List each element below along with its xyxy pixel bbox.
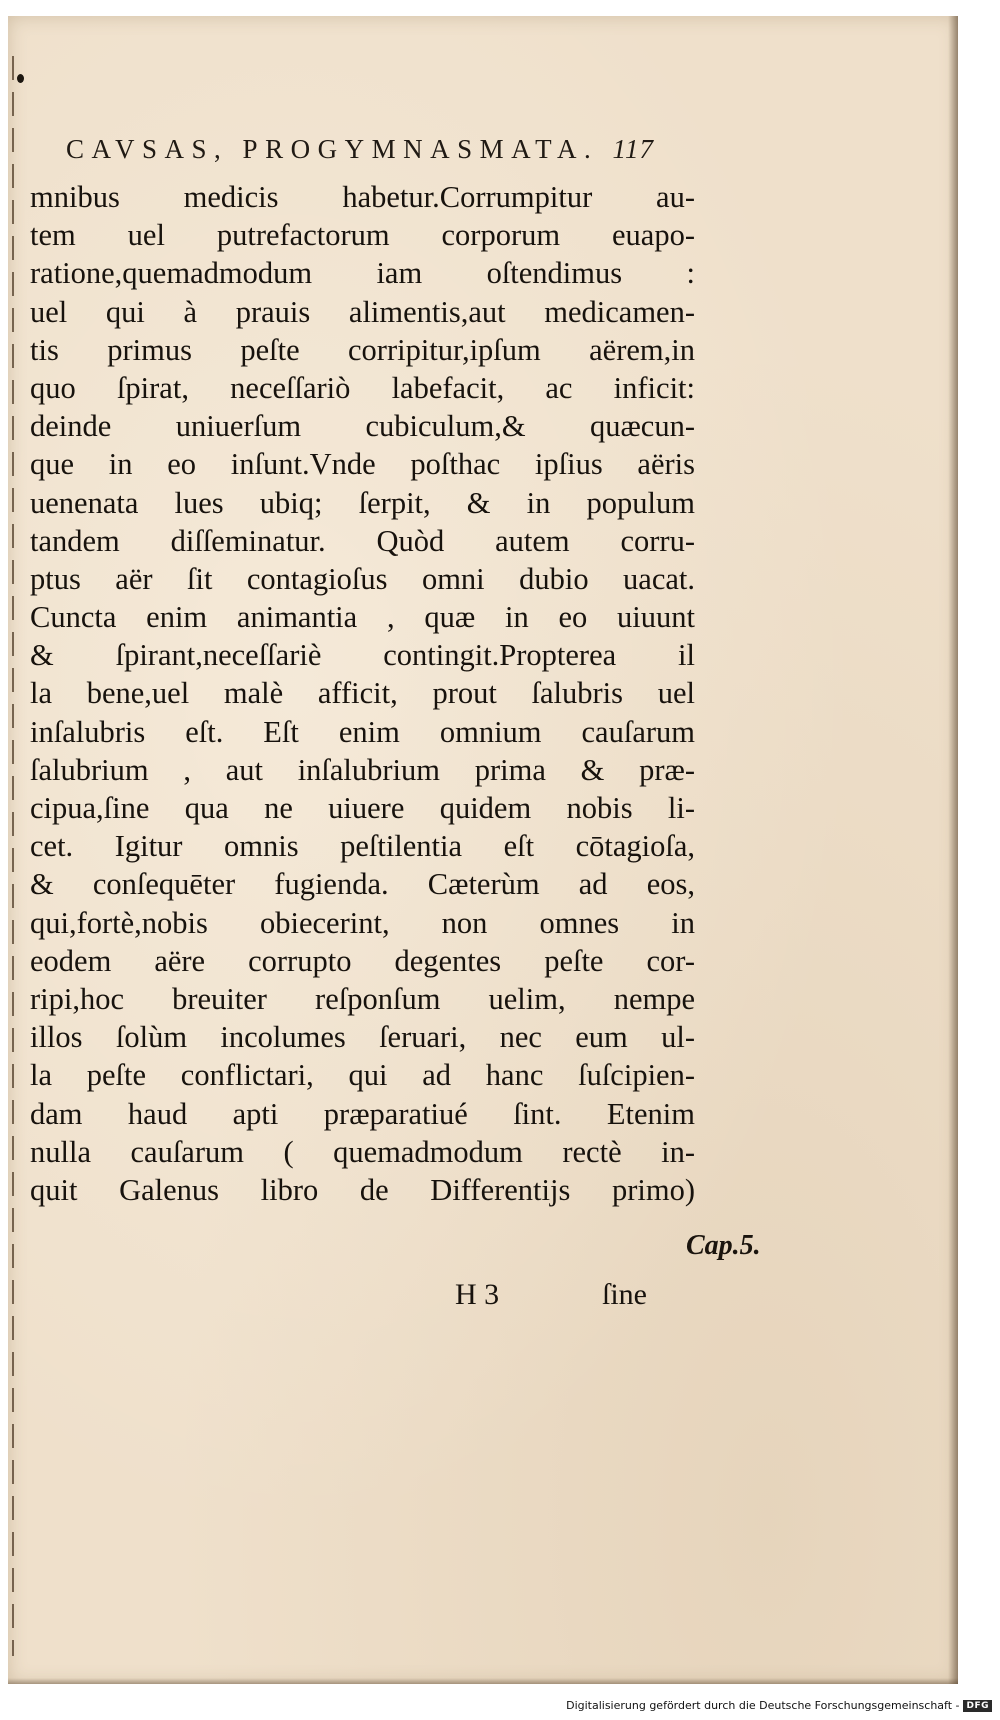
catchword: ſine: [602, 1278, 647, 1311]
text-line: & conſequēter fugienda. Cæterùm ad eos,: [30, 867, 695, 902]
digitization-credit-text: Digitalisierung gefördert durch die Deutsche Forschungsgemeinschaft -: [566, 1699, 960, 1712]
folio-number: 117: [612, 134, 654, 164]
text-line: la bene,uel malè afficit, prout ſalubris uel: [30, 676, 695, 711]
text-line: ripi,hoc breuiter reſponſum uelim, nempe: [30, 981, 695, 1016]
binding-hole-mark: [17, 74, 24, 83]
text-line: ſalubrium , aut inſalubrium prima & præ-: [30, 752, 695, 787]
text-line: & ſpirant,neceſſariè contingit.Propterea il: [30, 638, 695, 673]
text-line: que in eo inſunt.Vnde poſthac ipſius aëris: [30, 447, 695, 482]
text-line: tis primus peſte corripitur,ipſum aërem,in: [30, 332, 695, 367]
text-line: uel qui à prauis alimentis,aut medicamen-: [30, 294, 695, 329]
text-line: mnibus medicis habetur.Corrumpitur au-: [30, 180, 695, 214]
text-line: inſalubris eſt. Eſt enim omnium cauſarum: [30, 714, 695, 749]
digitization-credit: [566, 1699, 992, 1712]
page-edge-shadow: [948, 16, 958, 1684]
text-line: quit Galenus libro de Differentijs primo): [30, 1172, 695, 1207]
text-line: uenenata lues ubiq; ſerpit, & in populum: [30, 485, 695, 520]
text-line: nulla cauſarum ( quemadmodum rectè in-: [30, 1134, 695, 1169]
signature-mark: H 3: [455, 1278, 500, 1311]
running-head-title: CAVSAS, PROGYMNASMATA.: [66, 134, 599, 164]
margin-note: Cap.5.: [686, 1230, 761, 1261]
running-head: [66, 134, 696, 165]
text-line: illos ſolùm incolumes ſeruari, nec eum ul-: [30, 1020, 695, 1055]
dfg-logo: DFG: [963, 1700, 992, 1712]
text-line: cet. Igitur omnis peſtilentia eſt cōtagioſa,: [30, 829, 695, 864]
binding-edge: [12, 56, 14, 1656]
text-line: eodem aëre corrupto degentes peſte cor-: [30, 943, 695, 978]
text-line: la peſte conflictari, qui ad hanc ſuſcipien-: [30, 1058, 695, 1093]
book-page: [8, 16, 958, 1684]
text-line: tandem diſſeminatur. Quòd autem corru-: [30, 523, 695, 558]
text-line: deinde uniuerſum cubiculum,& quæcun-: [30, 409, 695, 444]
text-line: ratione,quemadmodum iam oſtendimus :: [30, 256, 695, 291]
text-line: ptus aër ſit contagioſus omni dubio uacat.: [30, 561, 695, 596]
main-text-block: [30, 178, 695, 1209]
text-line: qui,fortè,nobis obiecerint, non omnes in: [30, 905, 695, 940]
page-bottom-edge: [8, 1678, 958, 1684]
text-line: dam haud apti præparatiué ſint. Etenim: [30, 1096, 695, 1131]
text-line: Cuncta enim animantia , quæ in eo uiuunt: [30, 600, 695, 635]
text-line: quo ſpirat, neceſſariò labefacit, ac inficit:: [30, 370, 695, 405]
text-line: tem uel putrefactorum corporum euapo-: [30, 218, 695, 253]
text-line: cipua,ſine qua ne uiuere quidem nobis li-: [30, 791, 695, 825]
